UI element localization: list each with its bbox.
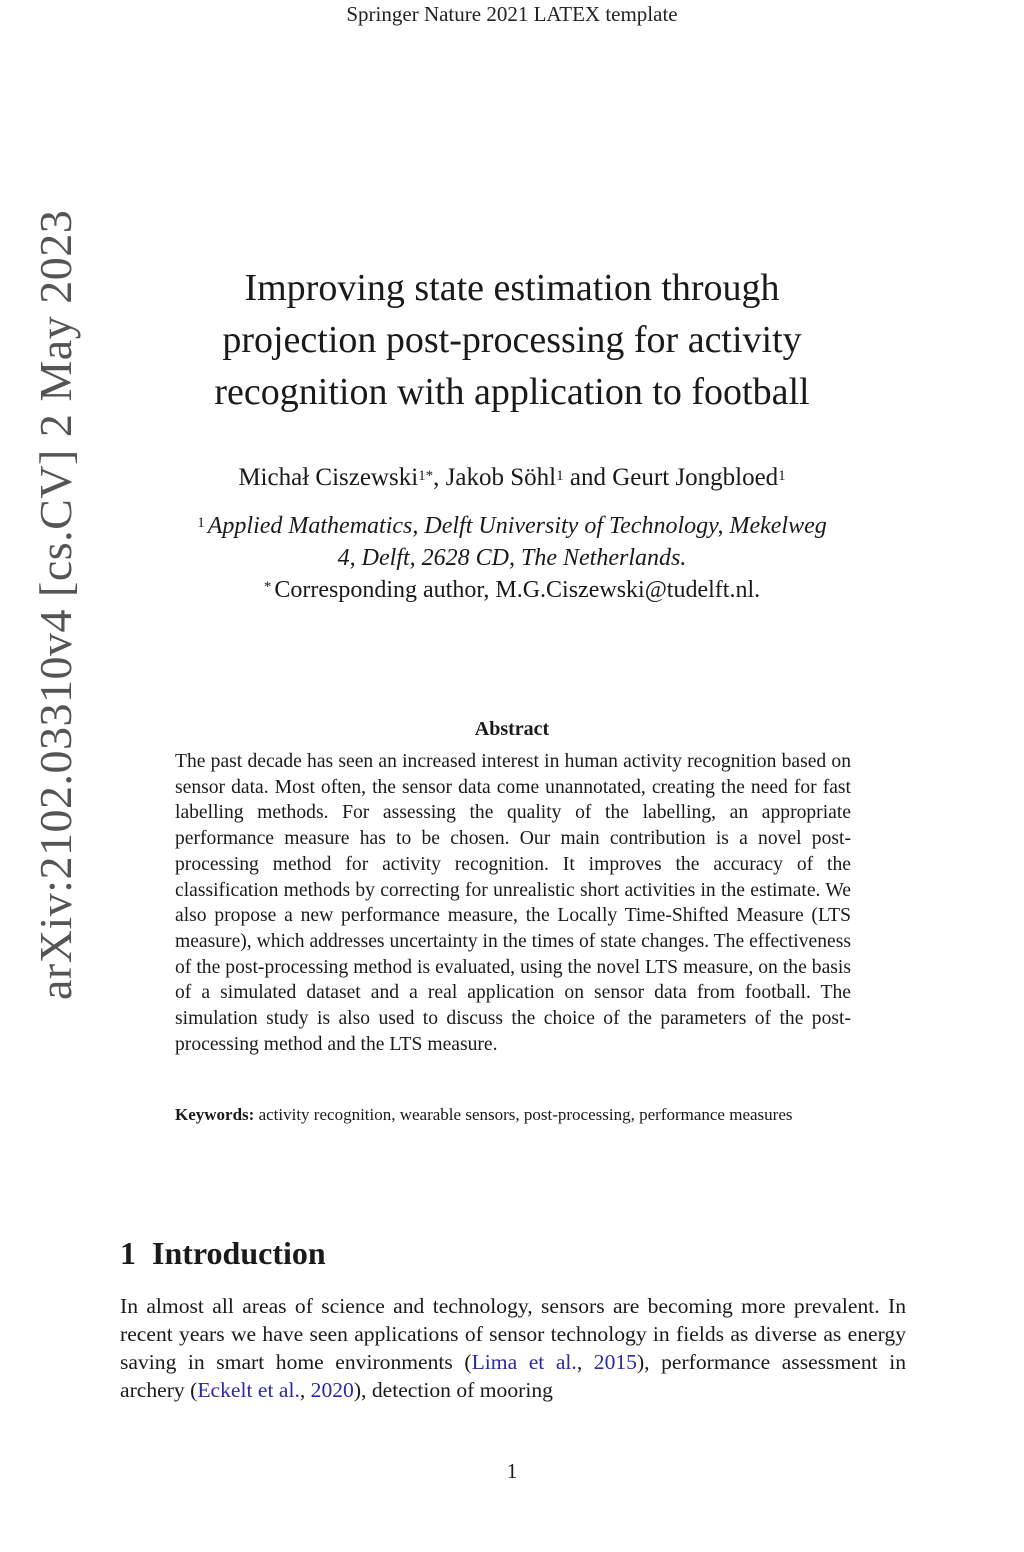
abstract-text: The past decade has seen an increased interest in human activity recognition based on sensor data. Most often, the sensor data come unannotated, creating the need for fast labelling methods. For assessing the quality of the labelling, an appropriate performance measure has to be chosen. Our main contribution is a novel post-processing method for activity recognition. It improves the accuracy of the classification methods by correcting for unrealistic short activities in the estimate. We also propose a new performance measure, the Locally Time-Shifted Measure (LTS measure), which addresses uncertainty in the times of state changes. The effectiveness of the post-processing method is evaluated, using the novel LTS measure, on the basis of a simulated dataset and a real application on sensor data from football. The simulation study is also used to discuss the choice of the parameters of the post-processing method and the LTS measure. <box>175 751 851 1055</box>
citation-separator: , <box>576 1350 594 1374</box>
section-title: Introduction <box>152 1235 326 1271</box>
arxiv-sidebar-stamp: arXiv:2102.03310v4 [cs.CV] 2 May 2023 <box>30 209 81 1000</box>
section-heading <box>120 1232 326 1274</box>
intro-text: ), performance assessment in archery ( <box>120 1350 907 1402</box>
citation-link-lima-year[interactable]: 2015 <box>593 1350 637 1374</box>
citation-link-eckelt-year[interactable]: 2020 <box>310 1378 354 1402</box>
corresponding-author: Corresponding author, M.G.Ciszewski@tudelft.nl. <box>274 577 761 603</box>
author-affiliation-mark: 1* <box>418 468 434 484</box>
keywords-label: Keywords: <box>175 1105 255 1124</box>
section-number: 1 <box>120 1235 136 1271</box>
page-number: 1 <box>506 1459 518 1483</box>
citation-link-eckelt-authors[interactable]: Eckelt et al. <box>197 1378 300 1402</box>
author-affiliation-mark: 1 <box>556 468 564 484</box>
paper-title <box>150 262 874 418</box>
citation-separator: , <box>299 1378 311 1402</box>
affiliation-line: Applied Mathematics, Delft University of Technology, Mekelweg <box>207 513 827 539</box>
affiliation-line: 4, Delft, 2628 CD, The Netherlands. <box>337 545 687 571</box>
keywords <box>175 1103 851 1126</box>
author-list <box>100 460 924 496</box>
title-line: projection post-processing for activity <box>222 319 802 361</box>
running-head: Springer Nature 2021 LATEX template <box>346 2 678 26</box>
intro-text: In almost all areas of science and technology, sensors are becoming more prevalent. In recent years we have seen applications of sensor technology in fields as diverse as energy saving in smart home environments ( <box>120 1294 906 1374</box>
affiliation-mark: 1 <box>197 515 205 531</box>
intro-paragraph <box>120 1292 906 1404</box>
intro-text: ), detection of mooring <box>353 1378 553 1402</box>
citation-link-lima-authors[interactable]: Lima et al. <box>471 1350 577 1374</box>
title-line: recognition with application to football <box>214 371 810 413</box>
title-line: Improving state estimation through <box>244 267 780 309</box>
author-separator: and <box>563 464 613 491</box>
author-separator: , <box>433 464 446 491</box>
author-name: Michał Ciszewski <box>238 464 419 491</box>
abstract-heading: Abstract <box>474 718 550 740</box>
author-name: Geurt Jongbloed <box>612 464 779 491</box>
author-affiliation-mark: 1 <box>778 468 786 484</box>
keywords-text: activity recognition, wearable sensors, post-processing, performance measures <box>258 1105 793 1124</box>
corresponding-mark: * <box>263 579 272 595</box>
affiliation-block <box>140 510 884 606</box>
author-name: Jakob Söhl <box>445 464 557 491</box>
